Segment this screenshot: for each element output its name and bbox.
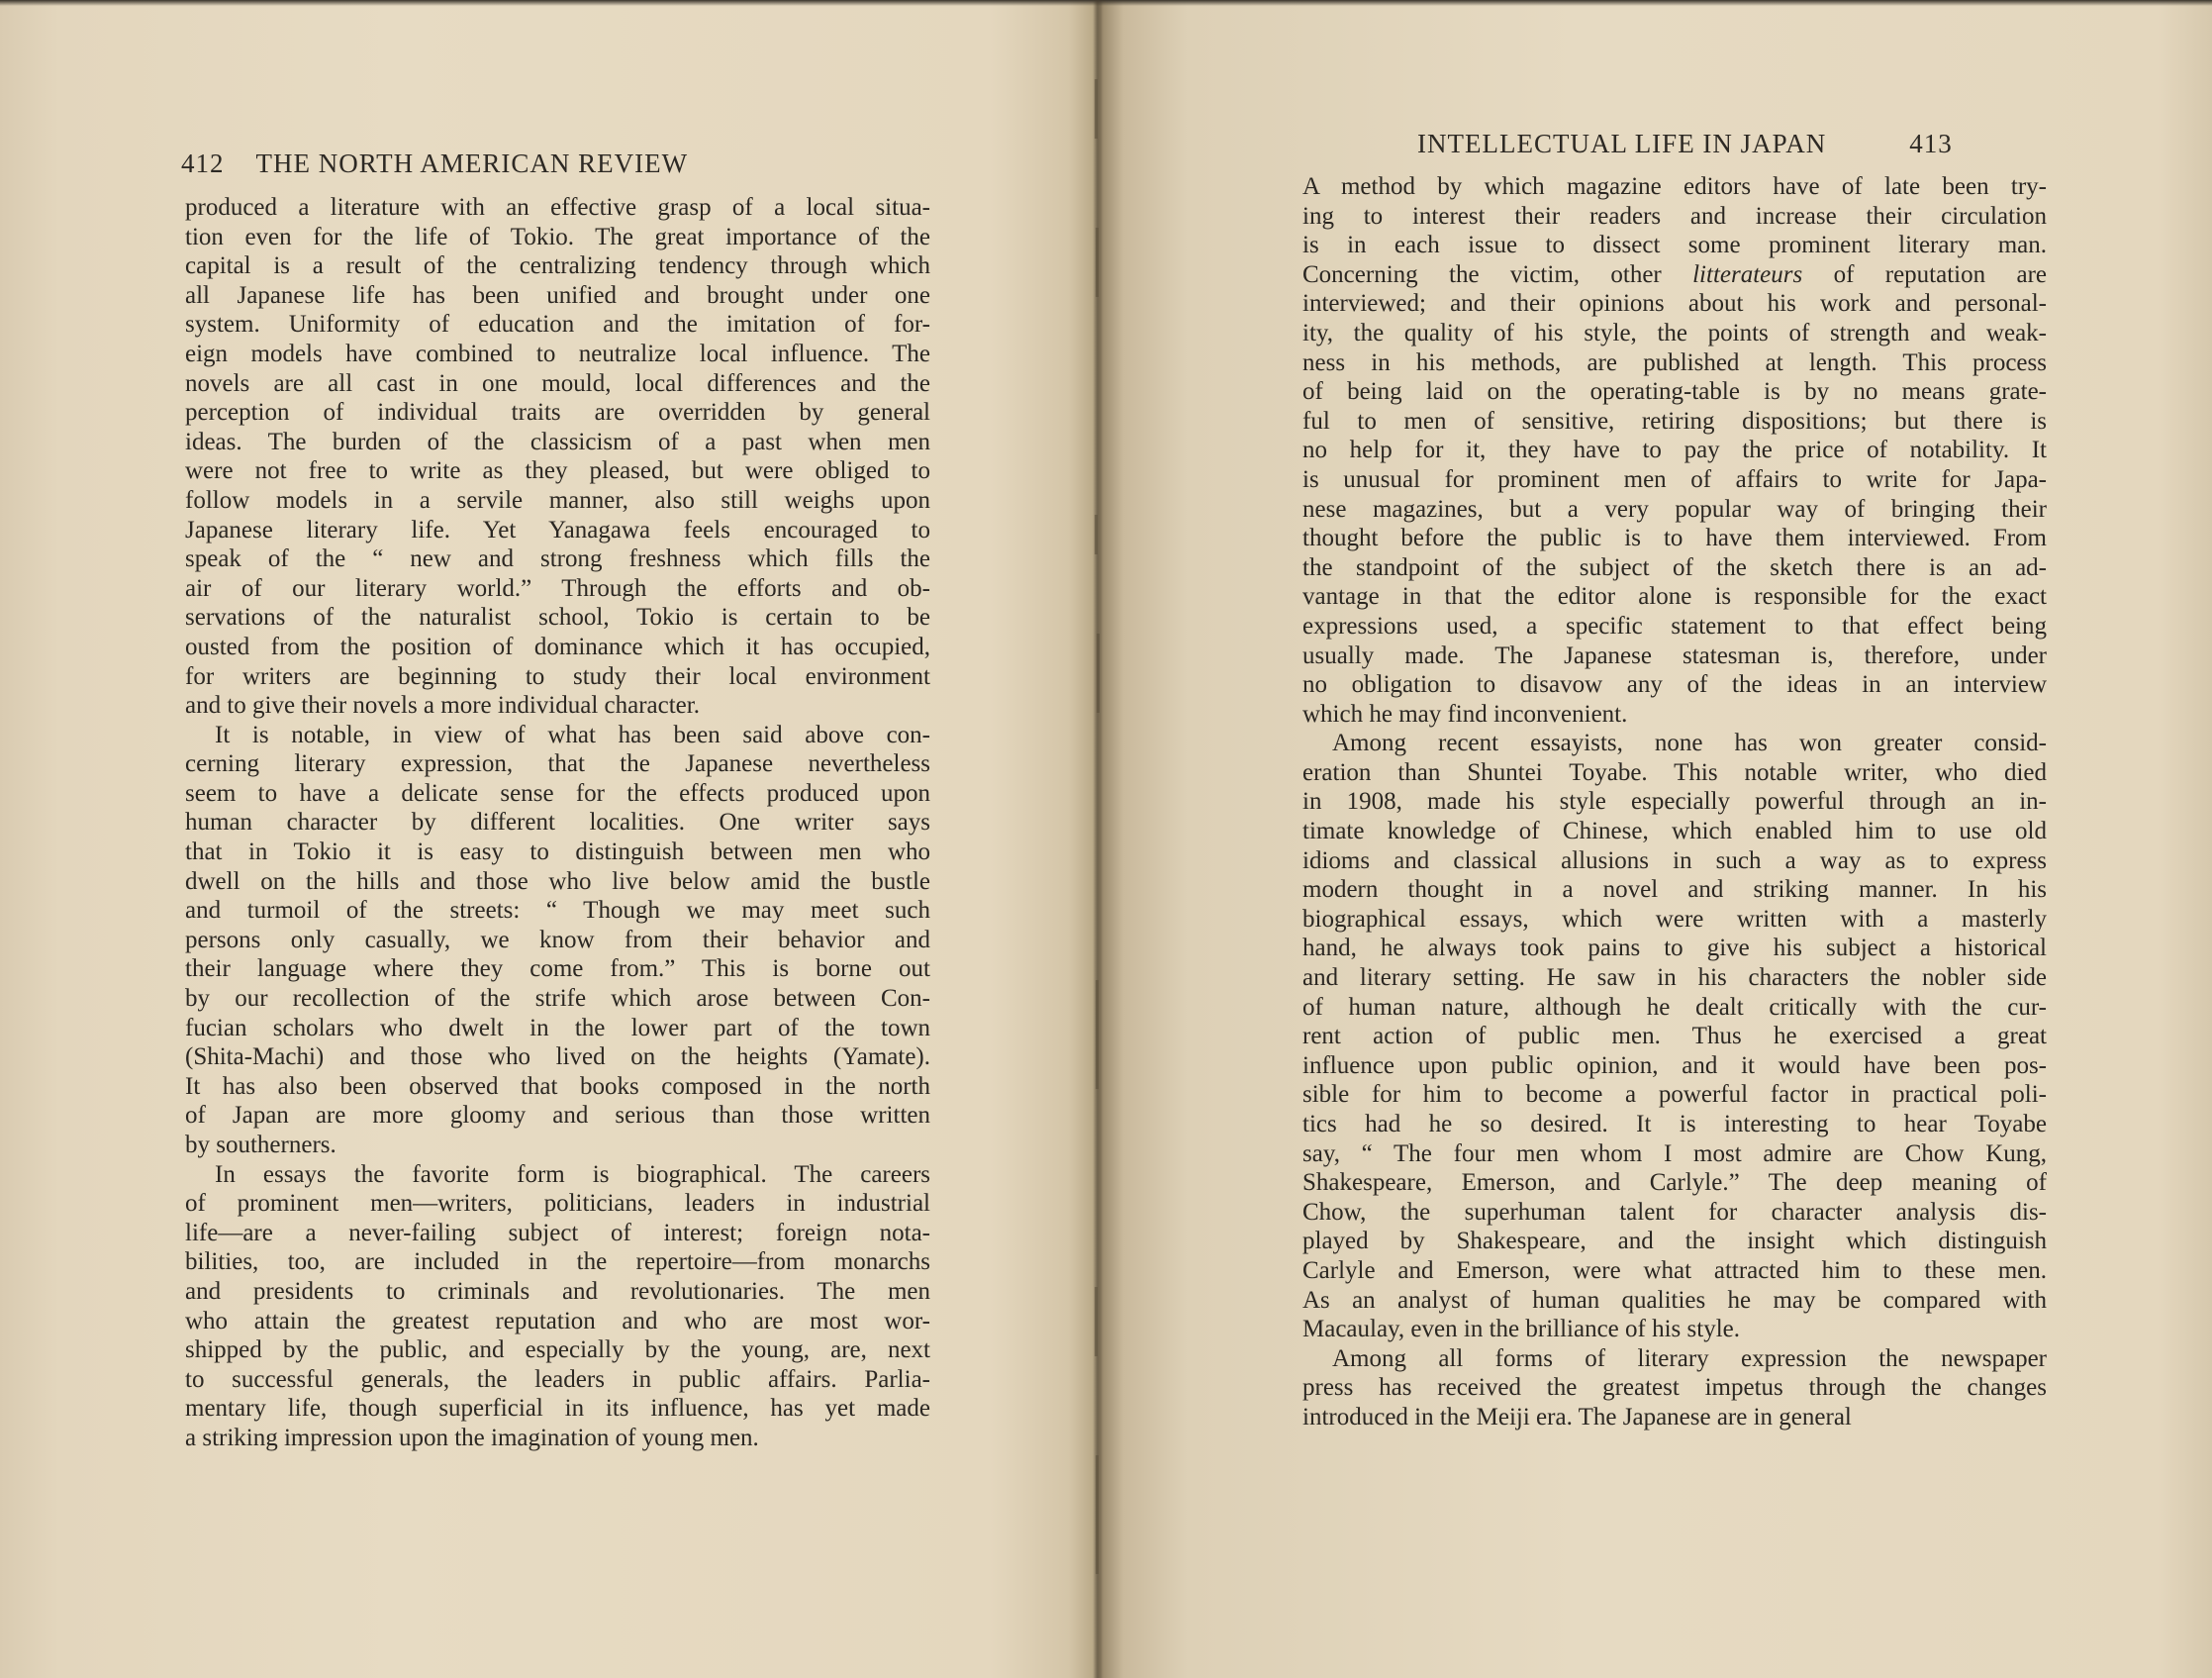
- text-line: by southerners.: [185, 1132, 337, 1158]
- text-line: who attain the greatest reputation and who are most wor-: [185, 1307, 930, 1334]
- text-line: which he may find inconvenient.: [1302, 700, 1628, 728]
- text-line: played by Shakespeare, and the insight which distinguish: [1302, 1228, 2047, 1255]
- text-line: of prominent men—writers, politicians, leaders in industrial: [185, 1190, 930, 1218]
- right-running-title: INTELLECTUAL LIFE IN JAPAN: [1417, 129, 1827, 158]
- text-line: As an analyst of human qualities he may be compared with: [1302, 1286, 2047, 1314]
- text-line: cerning literary expression, that the Japanese nevertheless: [185, 750, 930, 778]
- text-line: Macaulay, even in the brilliance of his style.: [1302, 1316, 1740, 1343]
- text-line: Among recent essayists, none has won greater consid-: [1332, 730, 2047, 757]
- text-line: of human nature, although he dealt critically with the cur-: [1302, 993, 2047, 1021]
- text-line: ful to men of sensitive, retiring dispositions; but there is: [1302, 407, 2047, 435]
- text-line: sible for him to become a powerful factor in practical poli-: [1302, 1081, 2047, 1109]
- text-line: eign models have combined to neutralize local influence. The: [185, 340, 930, 367]
- text-line: Among all forms of literary expression the newspaper: [1332, 1344, 2047, 1372]
- text-line: and literary setting. He saw in his characters the nobler side: [1302, 964, 2047, 992]
- right-page: [1106, 0, 2212, 1678]
- text-line: all Japanese life has been unified and brought under one: [185, 281, 930, 309]
- text-line: usually made. The Japanese statesman is, therefore, under: [1302, 642, 2047, 669]
- text-line: shipped by the public, and especially by the young, are, next: [185, 1336, 930, 1364]
- left-page-body: [185, 193, 930, 1453]
- text-line: ness in his methods, are published at length. This process: [1302, 348, 2047, 376]
- text-line: perception of individual traits are overridden by general: [185, 399, 930, 427]
- text-line: bilities, too, are included in the repertoire—from monarchs: [185, 1248, 930, 1276]
- text-line: mentary life, though superficial in its influence, has yet made: [185, 1395, 930, 1423]
- text-line: eration than Shuntei Toyabe. This notable writer, who died: [1302, 758, 2047, 786]
- text-line: follow models in a servile manner, also still weighs upon: [185, 486, 930, 514]
- text-line: thought before the public is to have them interviewed. From: [1302, 525, 2047, 552]
- text-line: Shakespeare, Emerson, and Carlyle.” The deep meaning of: [1302, 1169, 2047, 1197]
- text-line: hand, he always took pains to give his subject a historical: [1302, 935, 2047, 962]
- text-line: In essays the favorite form is biographical. The careers: [215, 1160, 930, 1188]
- text-line: tics had he so desired. It is interesting to hear Toyabe: [1302, 1111, 2047, 1137]
- left-running-head: [181, 148, 688, 179]
- text-line: a striking impression upon the imagination of young men.: [185, 1424, 759, 1451]
- text-line: persons only casually, we know from their behavior and: [185, 926, 930, 953]
- text-line: nese magazines, but a very popular way of bringing their: [1302, 495, 2047, 523]
- text-line: tion even for the life of Tokio. The great importance of the: [185, 223, 930, 250]
- text-line: their language where they come from.” This is borne out: [185, 955, 930, 983]
- text-line: Concerning the victim, other litterateurs of reputation are: [1302, 260, 2047, 288]
- text-line: seem to have a delicate sense for the effects produced upon: [185, 779, 930, 807]
- text-line: A method by which magazine editors have of late been try-: [1302, 173, 2047, 200]
- text-line: and turmoil of the streets: “ Though we may meet such: [185, 897, 930, 925]
- text-line: It has also been observed that books composed in the north: [185, 1072, 930, 1100]
- text-line: vantage in that the editor alone is responsible for the exact: [1302, 583, 2047, 611]
- text-line: the standpoint of the subject of the sketch there is an ad-: [1302, 553, 2047, 581]
- text-line: dwell on the hills and those who live below amid the bustle: [185, 867, 930, 895]
- text-line: no help for it, they have to pay the price of notability. It: [1302, 437, 2047, 464]
- text-line: say, “ The four men whom I most admire are Chow Kung,: [1302, 1139, 2047, 1167]
- text-line: influence upon public opinion, and it would have been pos-: [1302, 1051, 2047, 1079]
- text-line: and presidents to criminals and revolutionaries. The men: [185, 1277, 930, 1305]
- text-line: novels are all cast in one mould, local differences and the: [185, 369, 930, 397]
- text-line: air of our literary world.” Through the efforts and ob-: [185, 574, 930, 602]
- text-line: ideas. The burden of the classicism of a past when men: [185, 428, 930, 455]
- text-line: rent action of public men. Thus he exercised a great: [1302, 1023, 2047, 1050]
- text-line: by our recollection of the strife which arose between Con-: [185, 985, 930, 1013]
- text-line: Japanese literary life. Yet Yanagawa feels encouraged to: [185, 516, 930, 543]
- text-line: press has received the greatest impetus through the changes: [1302, 1374, 2047, 1402]
- text-line: (Shita-Machi) and those who lived on the heights (Yamate).: [185, 1043, 930, 1071]
- text-line: interviewed; and their opinions about his work and personal-: [1302, 290, 2047, 318]
- text-line: servations of the naturalist school, Tokio is certain to be: [185, 604, 930, 632]
- left-page-number: 412: [181, 148, 225, 178]
- right-running-head: [1417, 129, 1953, 159]
- text-line: of being laid on the operating-table is by no means grate-: [1302, 378, 2047, 406]
- text-line: is unusual for prominent men of affairs to write for Japa-: [1302, 465, 2047, 493]
- text-line: were not free to write as they pleased, but were obliged to: [185, 457, 930, 485]
- text-line: to successful generals, the leaders in public affairs. Parlia-: [185, 1365, 930, 1393]
- text-line: life—are a never-failing subject of interest; foreign nota-: [185, 1219, 930, 1246]
- text-line: timate knowledge of Chinese, which enabled him to use old: [1302, 818, 2047, 845]
- text-line: idioms and classical allusions in such a way as to express: [1302, 846, 2047, 874]
- right-page-body: [1302, 172, 2047, 1432]
- text-line: fucian scholars who dwelt in the lower part of the town: [185, 1014, 930, 1041]
- text-line: in 1908, made his style especially powerful through an in-: [1302, 788, 2047, 816]
- text-line: speak of the “ new and strong freshness which fills the: [185, 545, 930, 573]
- text-line: Carlyle and Emerson, were what attracted him to these men.: [1302, 1256, 2047, 1284]
- text-line: capital is a result of the centralizing tendency through which: [185, 252, 930, 280]
- text-line: expressions used, a specific statement to that effect being: [1302, 612, 2047, 640]
- text-line: biographical essays, which were written with a masterly: [1302, 905, 2047, 933]
- text-line: ing to interest their readers and increase their circulation: [1302, 202, 2047, 230]
- text-line: of Japan are more gloomy and serious than those written: [185, 1102, 930, 1130]
- text-line: no obligation to disavow any of the ideas in an interview: [1302, 671, 2047, 699]
- text-line: It is notable, in view of what has been said above con-: [215, 721, 930, 748]
- text-line: that in Tokio it is easy to distinguish between men who: [185, 839, 930, 866]
- text-line: for writers are beginning to study their local environment: [185, 662, 930, 690]
- text-line: is in each issue to dissect some prominent literary man.: [1302, 232, 2047, 259]
- right-page-number: 413: [1909, 129, 1953, 158]
- text-line: and to give their novels a more individual character.: [185, 692, 700, 720]
- left-running-title: THE NORTH AMERICAN REVIEW: [255, 148, 689, 178]
- text-line: ousted from the position of dominance which it has occupied,: [185, 633, 930, 660]
- text-line: modern thought in a novel and striking manner. In his: [1302, 876, 2047, 904]
- text-line: Chow, the superhuman talent for character analysis dis-: [1302, 1198, 2047, 1226]
- text-line: produced a literature with an effective grasp of a local situa-: [185, 194, 930, 221]
- text-line: system. Uniformity of education and the imitation of for-: [185, 311, 930, 339]
- text-line: human character by different localities. One writer says: [185, 809, 930, 837]
- left-page: [0, 0, 1099, 1678]
- text-line: introduced in the Meiji era. The Japanese are in general: [1302, 1403, 1852, 1431]
- text-line: ity, the quality of his style, the points of strength and weak-: [1302, 319, 2047, 346]
